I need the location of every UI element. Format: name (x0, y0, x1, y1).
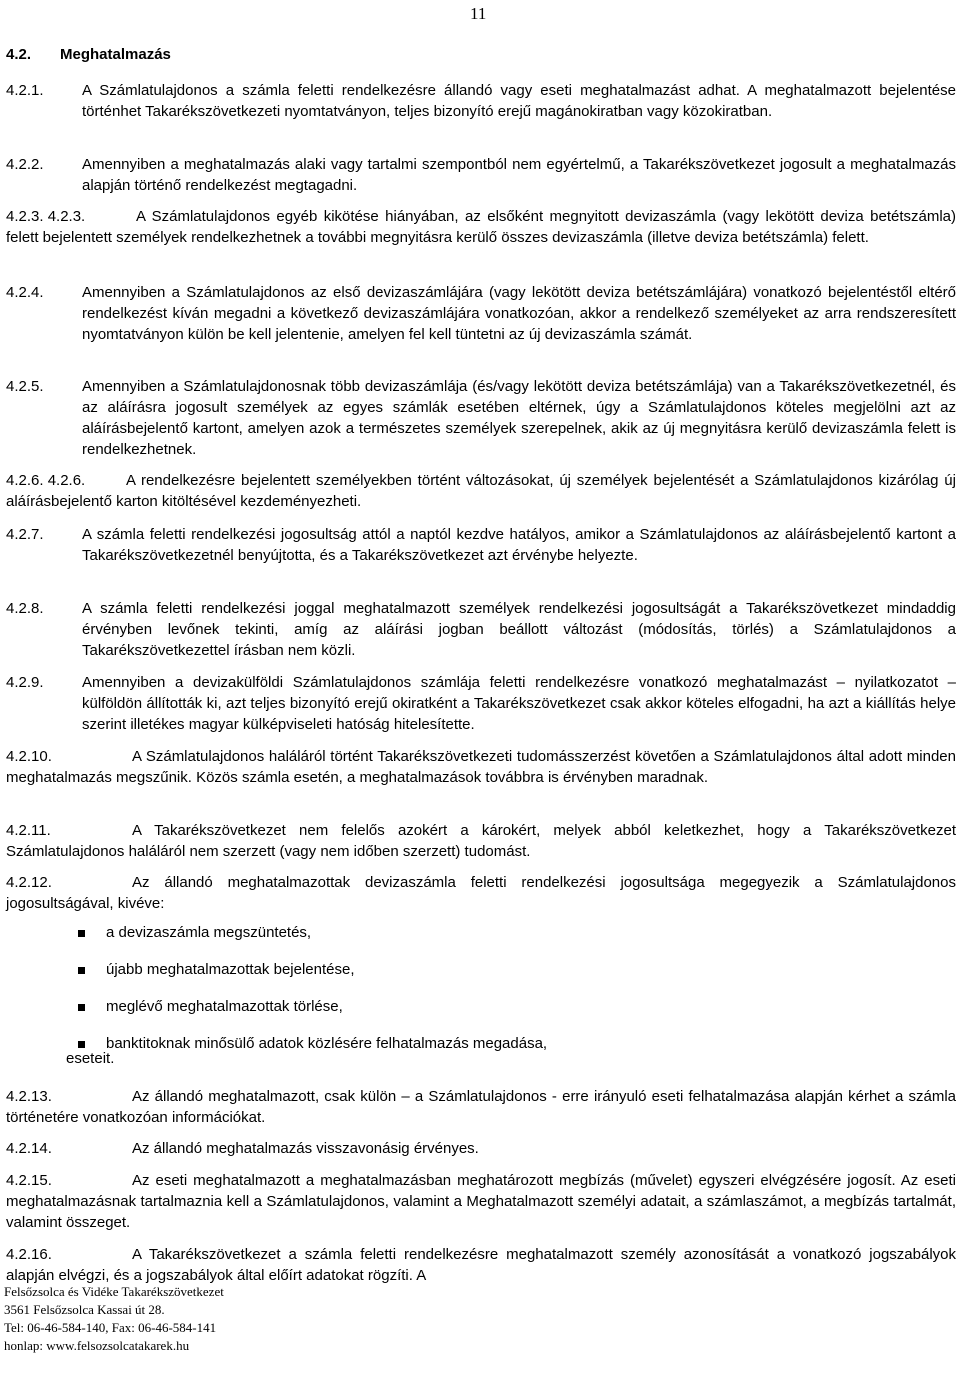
paragraph-number: 4.2.14. (6, 1140, 52, 1157)
paragraph-text (6, 1170, 956, 1233)
paragraph-4-2-1 (6, 80, 956, 122)
paragraph-text-content: Az állandó meghatalmazott, csak külön – a Számlatulajdonos - erre irányuló eseti felhatalmazása alapján kérhet a számla történetére vonatkozóan információkat. (6, 1088, 956, 1126)
paragraph-text: Amennyiben a Számlatulajdonos az első devizaszámlájára (vagy lekötött deviza betétszámlájára) vonatkozó bejelentéstől eltérő rendelkezést kíván megadni a következő devizaszámlájára vonatkozóan, akkor a rendelkező személyeket az arra rendszeresített nyomtatványon külön be kell jelentenie, amelyen fel kell tüntetni az új devizaszámla számát. (82, 284, 956, 343)
paragraph-text-content: A Takarékszövetkezet a számla feletti rendelkezésre meghatalmazott személy azonosítását a vonatkozó jogszabályok alapján elvégzi, és a jogszabályok által előírt adatokat rögzíti. A (6, 1246, 956, 1284)
paragraph-text: Amennyiben a devizakülföldi Számlatulajdonos számlája feletti rendelkezésre vonatkozó meghatalmazást – nyilatkozatot – külföldön állították ki, azt teljes bizonyító erejű okiratként a Takarékszövetkezet csak akkor köteles elfogadni, ha azt a kiállítás helye szerint illetékes magyar külképviseleti hatóság hitelesítette. (82, 674, 956, 733)
paragraph-text: A számla feletti rendelkezési jogosultság attól a naptól kezdve hatályos, amikor a Számlatulajdonos az aláírásbejelentő kartont a Takarékszövetkezetnél benyújtotta, és a Takarékszövetkezet azt érvénybe helyezte. (82, 526, 956, 564)
paragraph-number: 4.2.9. (6, 674, 44, 691)
paragraph-text (6, 746, 956, 788)
list-item-text: banktitoknak minősülő adatok közlésére felhatalmazás megadása, (106, 1035, 548, 1052)
paragraph-text-content: A Számlatulajdonos haláláról történt Takarékszövetkezeti tudomásszerzést követően a Számlatulajdonos által adott minden meghatalmazás megszűnik. Közös számla esetén, a meghatalmazások továbbra is érvényben maradnak. (6, 748, 956, 786)
paragraph-number: 4.2.13. (6, 1088, 52, 1105)
footer-company-name: Felsőzsolca és Vidéke Takarékszövetkezet (4, 1284, 224, 1299)
paragraph-4-2-7 (6, 524, 956, 566)
paragraph-text (6, 1244, 956, 1286)
paragraph-number: 4.2.7. (6, 526, 44, 543)
paragraph-text-content: A Takarékszövetkezet nem felelős azokért a károkért, melyek abból keletkezhet, hogy a Takarékszövetkezet Számlatulajdonos haláláról nem szerzett (vagy nem időben szerzett) tudomást. (6, 822, 956, 860)
paragraph-number: 4.2.16. (6, 1246, 52, 1263)
list-item (78, 961, 547, 982)
bullet-square-icon (78, 1004, 85, 1011)
paragraph-number: 4.2.10. (6, 748, 52, 765)
paragraph-text (6, 206, 956, 248)
list-item (78, 998, 547, 1019)
list-item (78, 924, 547, 945)
list-item (78, 1035, 547, 1056)
paragraph-4-2-12 (6, 872, 956, 914)
paragraph-4-2-5 (6, 376, 956, 460)
paragraph-text (6, 820, 956, 862)
paragraph-text (6, 872, 956, 914)
paragraph-4-2-4 (6, 282, 956, 345)
page-footer (4, 1283, 224, 1355)
paragraph-text: A számla feletti rendelkezési joggal meghatalmazott személyek rendelkezési jogosultságát a Takarékszövetkezet mindaddig érvényben levőnek tekinti, amíg az aláírási jogban beállott változást (módosítás, törlés) a Számlatulajdonos a Takarékszövetkezettel írásban nem közli. (82, 600, 956, 659)
paragraph-4-2-8 (6, 598, 956, 661)
paragraph-text-content: Az eseti meghatalmazott a meghatalmazásban meghatározott megbízás (művelet) egyszeri elvégzésére jogosít. Az eseti meghatalmazásnak tartalmaznia kell a Számlatulajdonos, valamint a Meghatalmazott személyi adatait, a számlaszámot, a megbízás tartalmát, valamint összeget. (6, 1172, 956, 1231)
list-item-text: meglévő meghatalmazottak törlése, (106, 998, 343, 1015)
paragraph-number: 4.2.6. 4.2.6. (6, 472, 86, 489)
section-number: 4.2. (6, 46, 32, 63)
paragraph-4-2-14 (6, 1138, 956, 1159)
paragraph-4-2-11 (6, 820, 956, 862)
bullet-square-icon (78, 930, 85, 937)
list-closing-text: eseteit. (66, 1050, 115, 1067)
paragraph-4-2-3 (6, 206, 956, 248)
paragraph-text-content: A rendelkezésre bejelentett személyekben történt változásokat, új személyek bejelentését a Számlatulajdonos kizárólag új aláírásbejelentő karton kitöltésével kezdeményezheti. (6, 472, 956, 510)
paragraph-4-2-2 (6, 154, 956, 196)
paragraph-number: 4.2.15. (6, 1172, 52, 1189)
footer-address: 3561 Felsőzsolca Kassai út 28. (4, 1302, 165, 1317)
list-item-text: a devizaszámla megszüntetés, (106, 924, 312, 941)
paragraph-text: Amennyiben a Számlatulajdonosnak több devizaszámlája (és/vagy lekötött deviza betétszámlája) van a Takarékszövetkezetnél, és az aláírásra jogosult személyek az egyes számlák esetében eltérnek, úgy a Számlatulajdonos köteles megjelölni azt az aláírásbejelentő kartont, amelyen azok a természetes személyek szerepelnek, akik az új megnyitásra kerülő devizaszámla felett is rendelkezhetnek. (82, 378, 956, 458)
paragraph-4-2-13 (6, 1086, 956, 1128)
list-item-text: újabb meghatalmazottak bejelentése, (106, 961, 355, 978)
bullet-square-icon (78, 967, 85, 974)
paragraph-4-2-6 (6, 470, 956, 512)
paragraph-text: Az állandó meghatalmazás visszavonásig érvényes. (132, 1140, 479, 1157)
paragraph-number: 4.2.2. (6, 156, 44, 173)
paragraph-number: 4.2.3. 4.2.3. (6, 208, 86, 225)
paragraph-text-content: Az állandó meghatalmazottak devizaszámla feletti rendelkezési jogosultsága megegyezik a Számlatulajdonos jogosultságával, kivéve: (6, 874, 956, 912)
paragraph-4-2-9 (6, 672, 956, 735)
paragraph-number: 4.2.1. (6, 82, 44, 99)
paragraph-number: 4.2.8. (6, 600, 44, 617)
exception-list (78, 924, 547, 1072)
paragraph-number: 4.2.5. (6, 378, 44, 395)
paragraph-number: 4.2.12. (6, 874, 52, 891)
paragraph-text (6, 470, 956, 512)
paragraph-text: Amennyiben a meghatalmazás alaki vagy tartalmi szempontból nem egyértelmű, a Takarékszövetkezet jogosult a meghatalmazás alapján történő rendelkezést megtagadni. (82, 156, 956, 194)
footer-phone: Tel: 06-46-584-140, Fax: 06-46-584-141 (4, 1320, 217, 1335)
section-heading (6, 46, 171, 63)
paragraph-text: A Számlatulajdonos a számla feletti rendelkezésre állandó vagy eseti meghatalmazást adhat. A meghatalmazott bejelentése történhet Takarékszövetkezeti nyomtatványon, teljes bizonyító erejű magánokiratban vagy közokiratban. (82, 82, 956, 120)
footer-website: honlap: www.felsozsolcatakarek.hu (4, 1338, 190, 1353)
paragraph-4-2-10 (6, 746, 956, 788)
page-number: 11 (470, 4, 487, 23)
bullet-square-icon (78, 1041, 85, 1048)
paragraph-number: 4.2.4. (6, 284, 44, 301)
paragraph-text (6, 1086, 956, 1128)
paragraph-4-2-16 (6, 1244, 956, 1286)
paragraph-text-content: A Számlatulajdonos egyéb kikötése hiányában, az elsőként megnyitott devizaszámla (vagy lekötött deviza betétszámla) felett bejelentett személyek rendelkezhetnek a további megnyitásra kerülő összes devizaszámla (illetve deviza betétszámla) felett. (6, 208, 956, 246)
paragraph-4-2-15 (6, 1170, 956, 1233)
section-title: Meghatalmazás (60, 46, 171, 63)
paragraph-number: 4.2.11. (6, 822, 51, 839)
